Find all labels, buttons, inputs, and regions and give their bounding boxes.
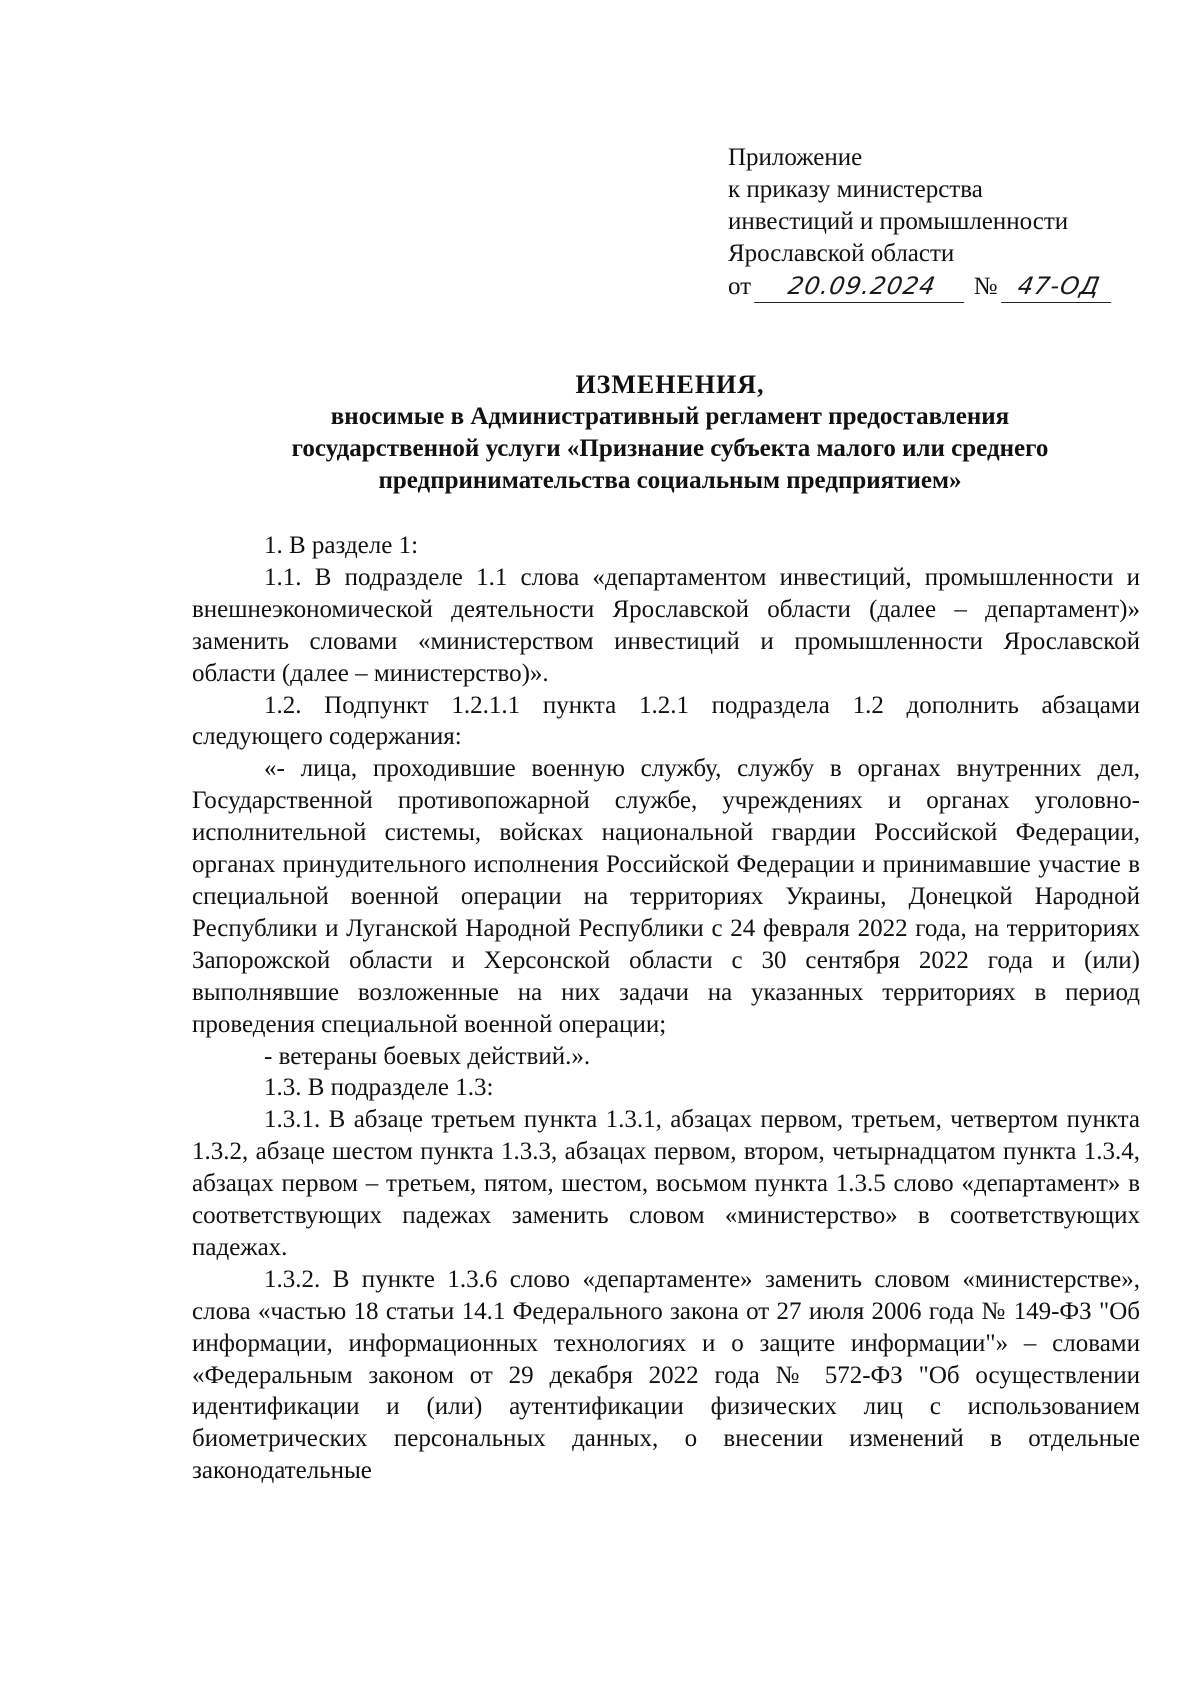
- title-subtitle-line: государственной услуги «Признание субъекта малого или среднего: [291, 435, 1049, 462]
- appendix-line: к приказу министерства: [728, 176, 983, 203]
- document-body: [192, 530, 1140, 1487]
- appendix-line: Приложение: [728, 144, 863, 171]
- handwritten-number: 47-ОД: [1001, 270, 1117, 303]
- document-title: [190, 369, 1150, 497]
- paragraph-1-2: 1.2. Подпункт 1.2.1.1 пункта 1.2.1 подраздела 1.2 дополнить абзацами следующего содержания:: [192, 691, 1140, 751]
- paragraph-1-3-2: 1.3.2. В пункте 1.3.6 слово «департаменте» заменить словом «министерстве», слова «частью 18 статьи 14.1 Федерального закона от 27 июля 2006 года № 149-ФЗ "Об информации, информационных технологиях и о защите информации"» – словами «Федеральным законом от 29 декабря 2022 года № 572-ФЗ "Об осуществлении идентификации и (или) аутентификации физических лиц с использованием биометрических персональных данных, о внесении изменений в отдельные законодательные: [192, 1265, 1140, 1485]
- title-main: ИЗМЕНЕНИЯ,: [575, 370, 765, 399]
- appendix-line: Ярославской области: [728, 240, 955, 267]
- paragraph-quoted-addition: «- лица, проходившие военную службу, службу в органах внутренних дел, Государственной противопожарной службе, учреждениях и органах уголовно-исполнительной системы, войсках национальной гвардии Российской Федерации, органах принудительного исполнения Российской Федерации и принимавшие участие в специальной военной операции на территориях Украины, Донецкой Народной Республики и Луганской Народной Республики с 24 февраля 2022 года, на территориях Запорожской области и Херсонской области с 30 сентября 2022 года и (или) выполнявшие возложенные на них задачи на указанных территориях в период проведения специальной военной операции;: [192, 755, 1140, 1038]
- paragraph-section-1: 1. В разделе 1:: [264, 532, 419, 559]
- paragraph-veterans: - ветераны боевых действий.».: [264, 1042, 591, 1070]
- paragraph-1-1: 1.1. В подразделе 1.1 слова «департаментом инвестиций, промышленности и внешнеэкономической деятельности Ярославской области (далее – департамент)» заменить словами «министерством инвестиций и промышленности Ярославской области (далее – министерство)».: [192, 563, 1140, 687]
- appendix-block: [728, 142, 1128, 303]
- handwritten-date: 20.09.2024: [754, 270, 970, 303]
- paragraph-1-3-1: 1.3.1. В абзаце третьем пункта 1.3.1, абзацах первом, третьем, четвертом пункта 1.3.2, абзаце шестом пункта 1.3.3, абзацах первом, втором, четырнадцатом пункта 1.3.4, абзацах первом – третьем, пятом, шестом, восьмом пункта 1.3.5 слово «департамент» в соответствующих падежах заменить словом «министерство» в соответствующих падежах.: [192, 1106, 1140, 1261]
- title-subtitle-line: вносимые в Административный регламент предоставления: [330, 403, 1010, 430]
- appendix-line: инвестиций и промышленности: [728, 208, 1069, 235]
- date-prefix: от: [728, 273, 752, 300]
- number-prefix: №: [973, 273, 998, 300]
- title-subtitle-line: предпринимательства социальным предприятием»: [378, 467, 962, 494]
- appendix-date-line: [728, 270, 1128, 303]
- paragraph-1-3: 1.3. В подразделе 1.3:: [264, 1074, 494, 1102]
